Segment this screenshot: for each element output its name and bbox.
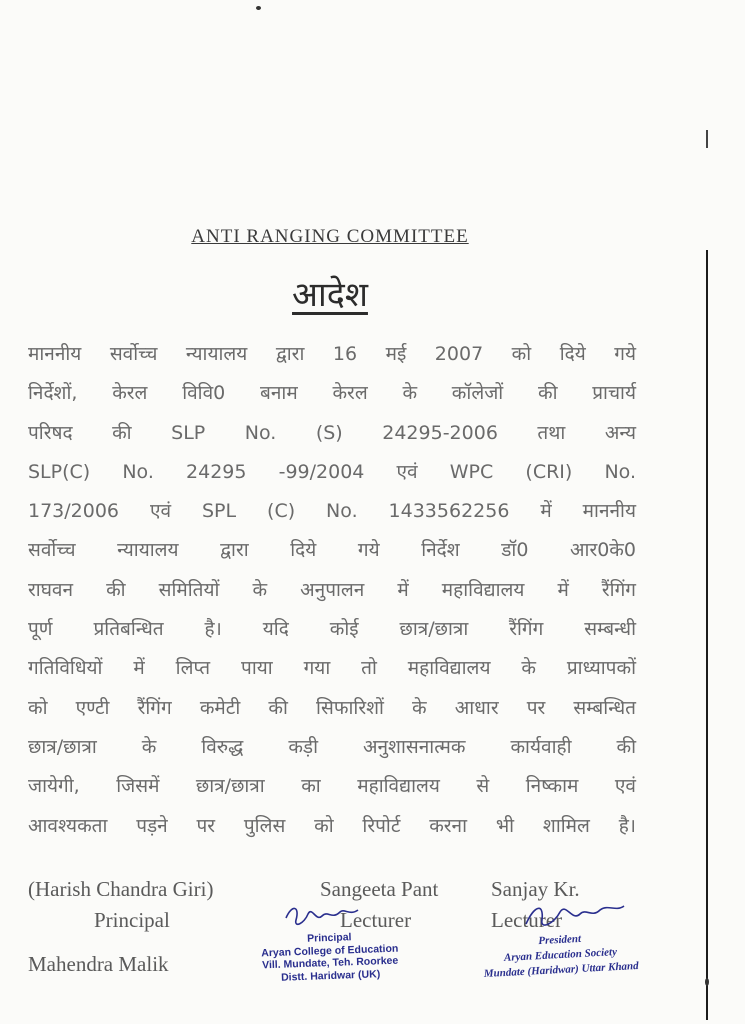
president-stamp <box>447 927 674 984</box>
order-title: आदेश <box>292 275 368 315</box>
signatory-role-lecturer-1: Lecturer <box>340 908 412 932</box>
body-line: गतिविधियों में लिप्त पाया गया तो महाविद्यालय के प्राध्यापकों <box>28 657 636 680</box>
signatory-name-principal: (Harish Chandra Giri) <box>28 877 214 901</box>
body-line: 173/2006 एवं SPL (C) No. 1433562256 में माननीय <box>28 500 636 523</box>
body-line: परिषद की SLP No. (S) 24295-2006 तथा अन्य <box>28 421 636 444</box>
body-line: राघवन की समितियों के अनुपालन में महाविद्यालय में रैंगिंग <box>28 578 636 601</box>
body-line: निर्देशों, केरल विवि0 बनाम केरल के कॉलेजों की प्राचार्य <box>28 382 636 405</box>
signatory-name-lecturer-1: Sangeeta Pant <box>320 877 439 901</box>
stamp-line: Mundate (Haridwar) Uttar Khand <box>483 959 639 981</box>
signatory-name-member: Mahendra Malik <box>28 952 169 976</box>
stamp-line: President <box>538 932 582 948</box>
scan-speck <box>705 978 709 986</box>
body-line: पूर्ण प्रतिबन्धित है। यदि कोई छात्र/छात्रा रैंगिंग सम्बन्धी <box>28 618 636 641</box>
order-body <box>28 335 636 846</box>
body-line: SLP(C) No. 24295 -99/2004 एवं WPC (CRI) No. <box>28 460 636 483</box>
signatory-role-principal: Principal <box>94 908 170 932</box>
signatory-role-lecturer-2: Lecturer <box>491 908 563 932</box>
body-line: आवश्यकता पड़ने पर पुलिस को रिपोर्ट करना भी शामिल है। <box>28 814 636 837</box>
stamp-line: Aryan Education Society <box>503 946 618 964</box>
body-line: जायेगी, जिसमें छात्र/छात्रा का महाविद्यालय से निष्काम एवं <box>28 775 636 798</box>
signatory-name-lecturer-2: Sanjay Kr. <box>491 877 580 901</box>
body-line: छात्र/छात्रा के विरुद्ध कड़ी अनुशासनात्मक कार्यवाही की <box>28 735 636 758</box>
body-line: सर्वोच्च न्यायालय द्वारा दिये गये निर्देश डॉ0 आर0के0 <box>28 539 636 562</box>
body-line: माननीय सर्वोच्च न्यायालय द्वारा 16 मई 2007 को दिये गये <box>28 343 636 365</box>
stamp-line: Principal <box>306 931 352 945</box>
stamp-line: Distt. Haridwar (UK) <box>280 967 381 984</box>
scan-edge-mark <box>706 130 708 148</box>
body-line: को एण्टी रैंगिंग कमेटी की सिफारिशों के आधार पर सम्बन्धित <box>28 696 636 719</box>
scan-speck <box>256 6 261 10</box>
principal-signature <box>282 898 362 934</box>
committee-heading: ANTI RANGING COMMITTEE <box>191 226 469 247</box>
principal-stamp <box>239 929 421 985</box>
stamp-line: Vill. Mundate, Teh. Roorkee <box>261 954 399 972</box>
scan-edge-line <box>706 250 708 1020</box>
stamp-line: Aryan College of Education <box>261 942 399 959</box>
